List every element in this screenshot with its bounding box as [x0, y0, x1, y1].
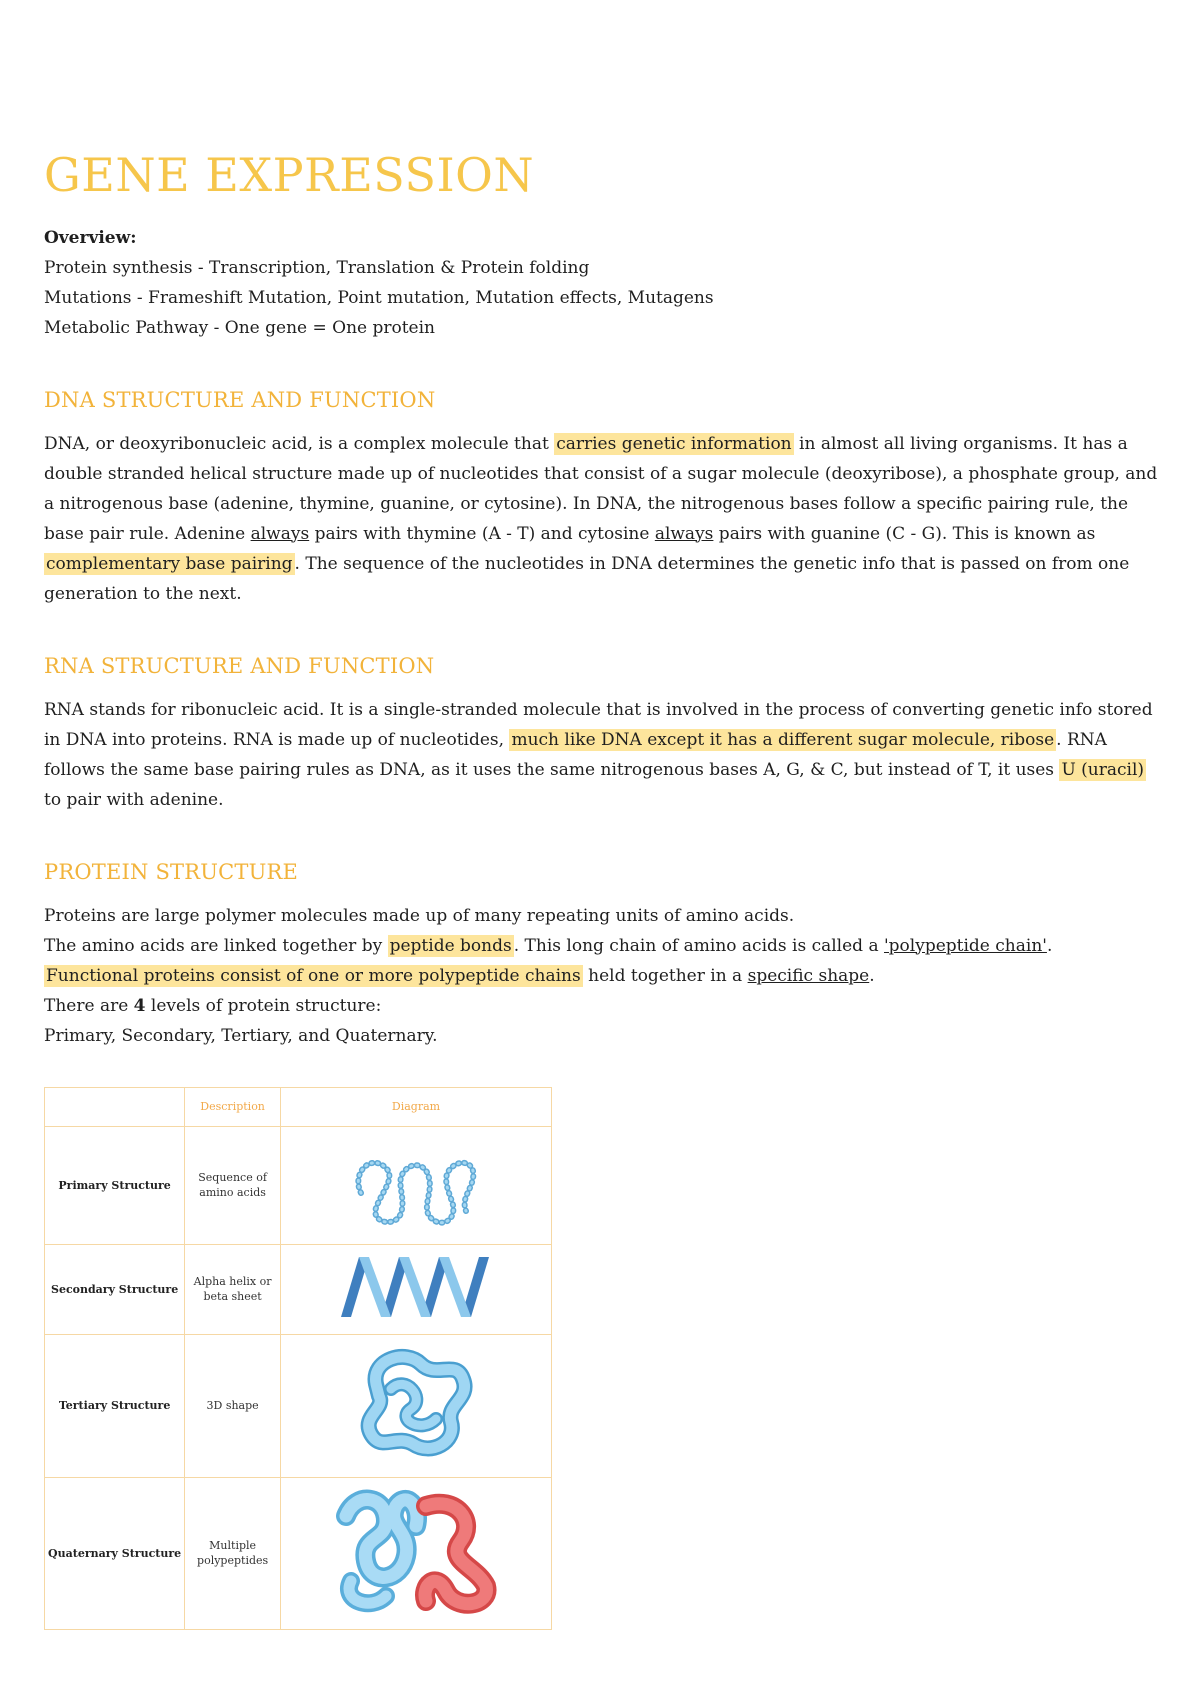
table-header: Description	[185, 1087, 281, 1126]
rna-section	[44, 651, 1164, 815]
dna-section	[44, 385, 1164, 609]
row-label: Primary Structure	[45, 1126, 185, 1244]
alpha-helix-image	[331, 1252, 501, 1322]
primary-structure-diagram	[281, 1126, 552, 1244]
row-description: 3D shape	[185, 1334, 281, 1477]
row-description: Alpha helix or beta sheet	[185, 1244, 281, 1334]
highlight: complementary base pairing	[46, 553, 293, 574]
underline: 'polypeptide chain'	[884, 935, 1047, 956]
underline: always	[250, 523, 310, 544]
underline: always	[654, 523, 714, 544]
table-row	[45, 1477, 552, 1629]
table-header-row	[45, 1087, 552, 1126]
page-title: GENE EXPRESSION	[44, 148, 535, 202]
overview-line: Mutations - Frameshift Mutation, Point mutation, Mutation effects, Mutagens	[44, 287, 714, 308]
underline: specific shape	[747, 965, 870, 986]
quaternary-structure-diagram	[281, 1477, 552, 1629]
folded-protein-image	[351, 1344, 481, 1464]
row-label: Secondary Structure	[45, 1244, 185, 1334]
highlight: carries genetic information	[556, 433, 792, 454]
highlight: U (uracil)	[1061, 759, 1145, 780]
highlight: much like DNA except it has a different sugar molecule, ribose	[511, 729, 1055, 750]
protein-section	[44, 857, 1164, 1051]
amino-acid-chain-image	[341, 1133, 491, 1233]
table-header: Diagram	[281, 1087, 552, 1126]
highlight: peptide bonds	[389, 935, 512, 956]
highlight: Functional proteins consist of one or more polypeptide chains	[46, 965, 581, 986]
table-row	[45, 1334, 552, 1477]
rna-paragraph: RNA stands for ribonucleic acid. It is a single-stranded molecule that is involved in the process of converting genetic info stored in DNA into proteins. RNA is made up of nucleotides, much like DNA except it has a different sugar molecule, ribose . RNA follows the same base pairing rules as DNA, as it uses the same nitrogenous bases A, G, & C, but instead of T, it uses U (uracil) to pair with adenine.	[44, 699, 1153, 810]
table-row	[45, 1244, 552, 1334]
dna-paragraph: DNA, or deoxyribonucleic acid, is a complex molecule that carries genetic information in almost all living organisms. It has a double stranded helical structure made up of nucleotides that consist of a sugar molecule (deoxyribose), a phosphate group, and a nitrogenous base (adenine, thymine, guanine, or cytosine). In DNA, the nitrogenous bases follow a specific pairing rule, the base pair rule. Adenine always pairs with thymine (A - T) and cytosine always pairs with guanine (C - G). This is known as complementary base pairing . The sequence of the nucleotides in DNA determines the genetic info that is passed on from one generation to the next.	[44, 433, 1158, 604]
rna-heading: RNA STRUCTURE AND FUNCTION	[44, 653, 435, 678]
protein-heading: PROTEIN STRUCTURE	[44, 859, 299, 884]
table-header	[45, 1087, 185, 1126]
row-label: Quaternary Structure	[45, 1477, 185, 1629]
secondary-structure-diagram	[281, 1244, 552, 1334]
protein-paragraph: Proteins are large polymer molecules made up of many repeating units of amino acids. The amino acids are linked together by peptide bonds . This long chain of amino acids is called a 'polypeptide chain'. Functional proteins consist of one or more polypeptide chains held together in a specific shape. There are 4 levels of protein structure: Primary, Secondary, Tertiary, and Quaternary.	[44, 905, 1053, 1046]
document-page	[44, 150, 1164, 1630]
overview-line: Metabolic Pathway - One gene = One protein	[44, 317, 436, 338]
tertiary-structure-diagram	[281, 1334, 552, 1477]
overview-heading: Overview:	[44, 227, 137, 248]
table-row	[45, 1126, 552, 1244]
row-label: Tertiary Structure	[45, 1334, 185, 1477]
multiple-polypeptides-image	[326, 1486, 506, 1616]
dna-heading: DNA STRUCTURE AND FUNCTION	[44, 387, 436, 412]
row-description: Sequence of amino acids	[185, 1126, 281, 1244]
overview-line: Protein synthesis - Transcription, Translation & Protein folding	[44, 257, 590, 278]
row-description: Multiple polypeptides	[185, 1477, 281, 1629]
overview	[44, 223, 1164, 343]
protein-structure-table	[44, 1087, 552, 1630]
